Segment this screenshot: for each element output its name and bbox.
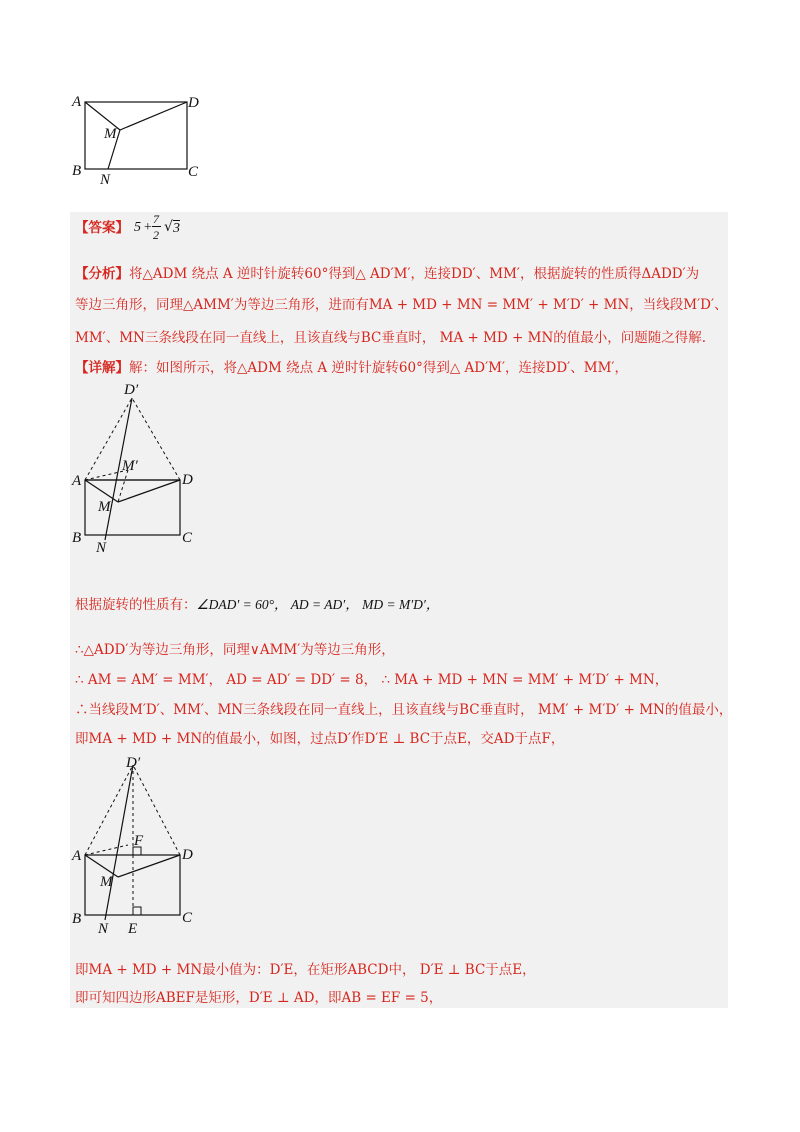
analysis-line-3: MM′、MN三条线段在同一直线上，且该直线与BC垂直时， MA + MD + MN的值最小，问题随之得解.: [75, 330, 707, 346]
label-c: C: [182, 530, 193, 546]
label-e: E: [128, 921, 138, 937]
answer-five: 5: [134, 220, 141, 235]
figure-rectangle-abcd: [60, 90, 220, 190]
label-b: B: [72, 163, 82, 179]
label-d: D: [182, 472, 193, 488]
sqrt-icon: √: [164, 219, 173, 235]
label-d: D: [182, 847, 193, 863]
props-line-1: [75, 595, 439, 615]
label-n: N: [98, 921, 109, 937]
props-line-3: ∴ AM = AM′ = MM′， AD = AD′ = DD′ = 8， ∴ MA + MD + MN = MM′ + M′D′ + MN，: [75, 672, 669, 688]
analysis-text-1: 将△ADM 绕点 A 逆时针旋转60°得到△ AD′M′，连接DD′、MM′，根据旋转的性质得ΔADD′为: [129, 266, 700, 282]
analysis-line-1: [75, 264, 699, 284]
props-line-4: ∴当线段M′D′、MM′、MN三条线段在同一直线上，且该直线与BC垂直时， MM′ + M′D′ + MN的值最小，: [75, 702, 733, 718]
answer-denominator: 2: [153, 228, 159, 242]
label-a: A: [72, 473, 82, 489]
label-f: F: [134, 833, 144, 849]
label-d-prime: D′: [124, 382, 139, 398]
fraction-bar: [152, 226, 161, 227]
props-prefix: 根据旋转的性质有：: [75, 597, 197, 613]
label-m-prime: M′: [122, 458, 138, 474]
analysis-line-2: 等边三角形，同理△AMM′为等边三角形，进而有MA + MD + MN = MM′ + M′D′ + MN，当线段M′D′、: [75, 297, 728, 313]
props-line-5: 即MA + MD + MN的值最小，如图，过点D′作D′E ⊥ BC于点E，交AD于点F，: [75, 731, 565, 747]
label-m: M: [100, 874, 113, 890]
figure-rotation: [60, 380, 240, 560]
detail-tag: 【详解】: [75, 360, 129, 376]
label-m: M: [98, 499, 111, 515]
props-math-1: ∠DAD′ = 60°， AD = AD′， MD = M′D′，: [196, 597, 440, 612]
conclusion-line-1: 即MA + MD + MN最小值为：D′E，在矩形ABCD中， D′E ⊥ BC于点E，: [75, 962, 536, 978]
answer-plus: +: [143, 220, 153, 235]
answer-numerator: 7: [153, 212, 159, 226]
answer-tag: 【答案】: [75, 220, 129, 236]
analysis-tag: 【分析】: [75, 266, 129, 282]
label-a: A: [72, 94, 82, 110]
answer-sqrt-arg: 3: [173, 221, 180, 236]
label-c: C: [182, 910, 193, 926]
label-m: M: [104, 126, 117, 142]
detail-text-1: 解：如图所示，将△ADM 绕点 A 逆时针旋转60°得到△ AD′M′，连接DD′、MM′，: [129, 360, 628, 376]
detail-line-1: [75, 358, 628, 378]
label-c: C: [188, 164, 199, 180]
label-n: N: [100, 172, 111, 188]
label-a: A: [72, 848, 82, 864]
label-n: N: [96, 540, 107, 556]
label-d: D: [188, 95, 199, 111]
props-line-2: ∴△ADD′为等边三角形，同理∨AMM′为等边三角形，: [75, 642, 395, 658]
label-b: B: [72, 911, 82, 927]
figure-perpendicular: [60, 755, 240, 940]
label-b: B: [72, 530, 82, 546]
answer-line: [75, 218, 129, 238]
label-d-prime: D′: [126, 755, 141, 771]
conclusion-line-2: 即可知四边形ABEF是矩形，D′E ⊥ AD，即AB = EF = 5，: [75, 990, 443, 1006]
